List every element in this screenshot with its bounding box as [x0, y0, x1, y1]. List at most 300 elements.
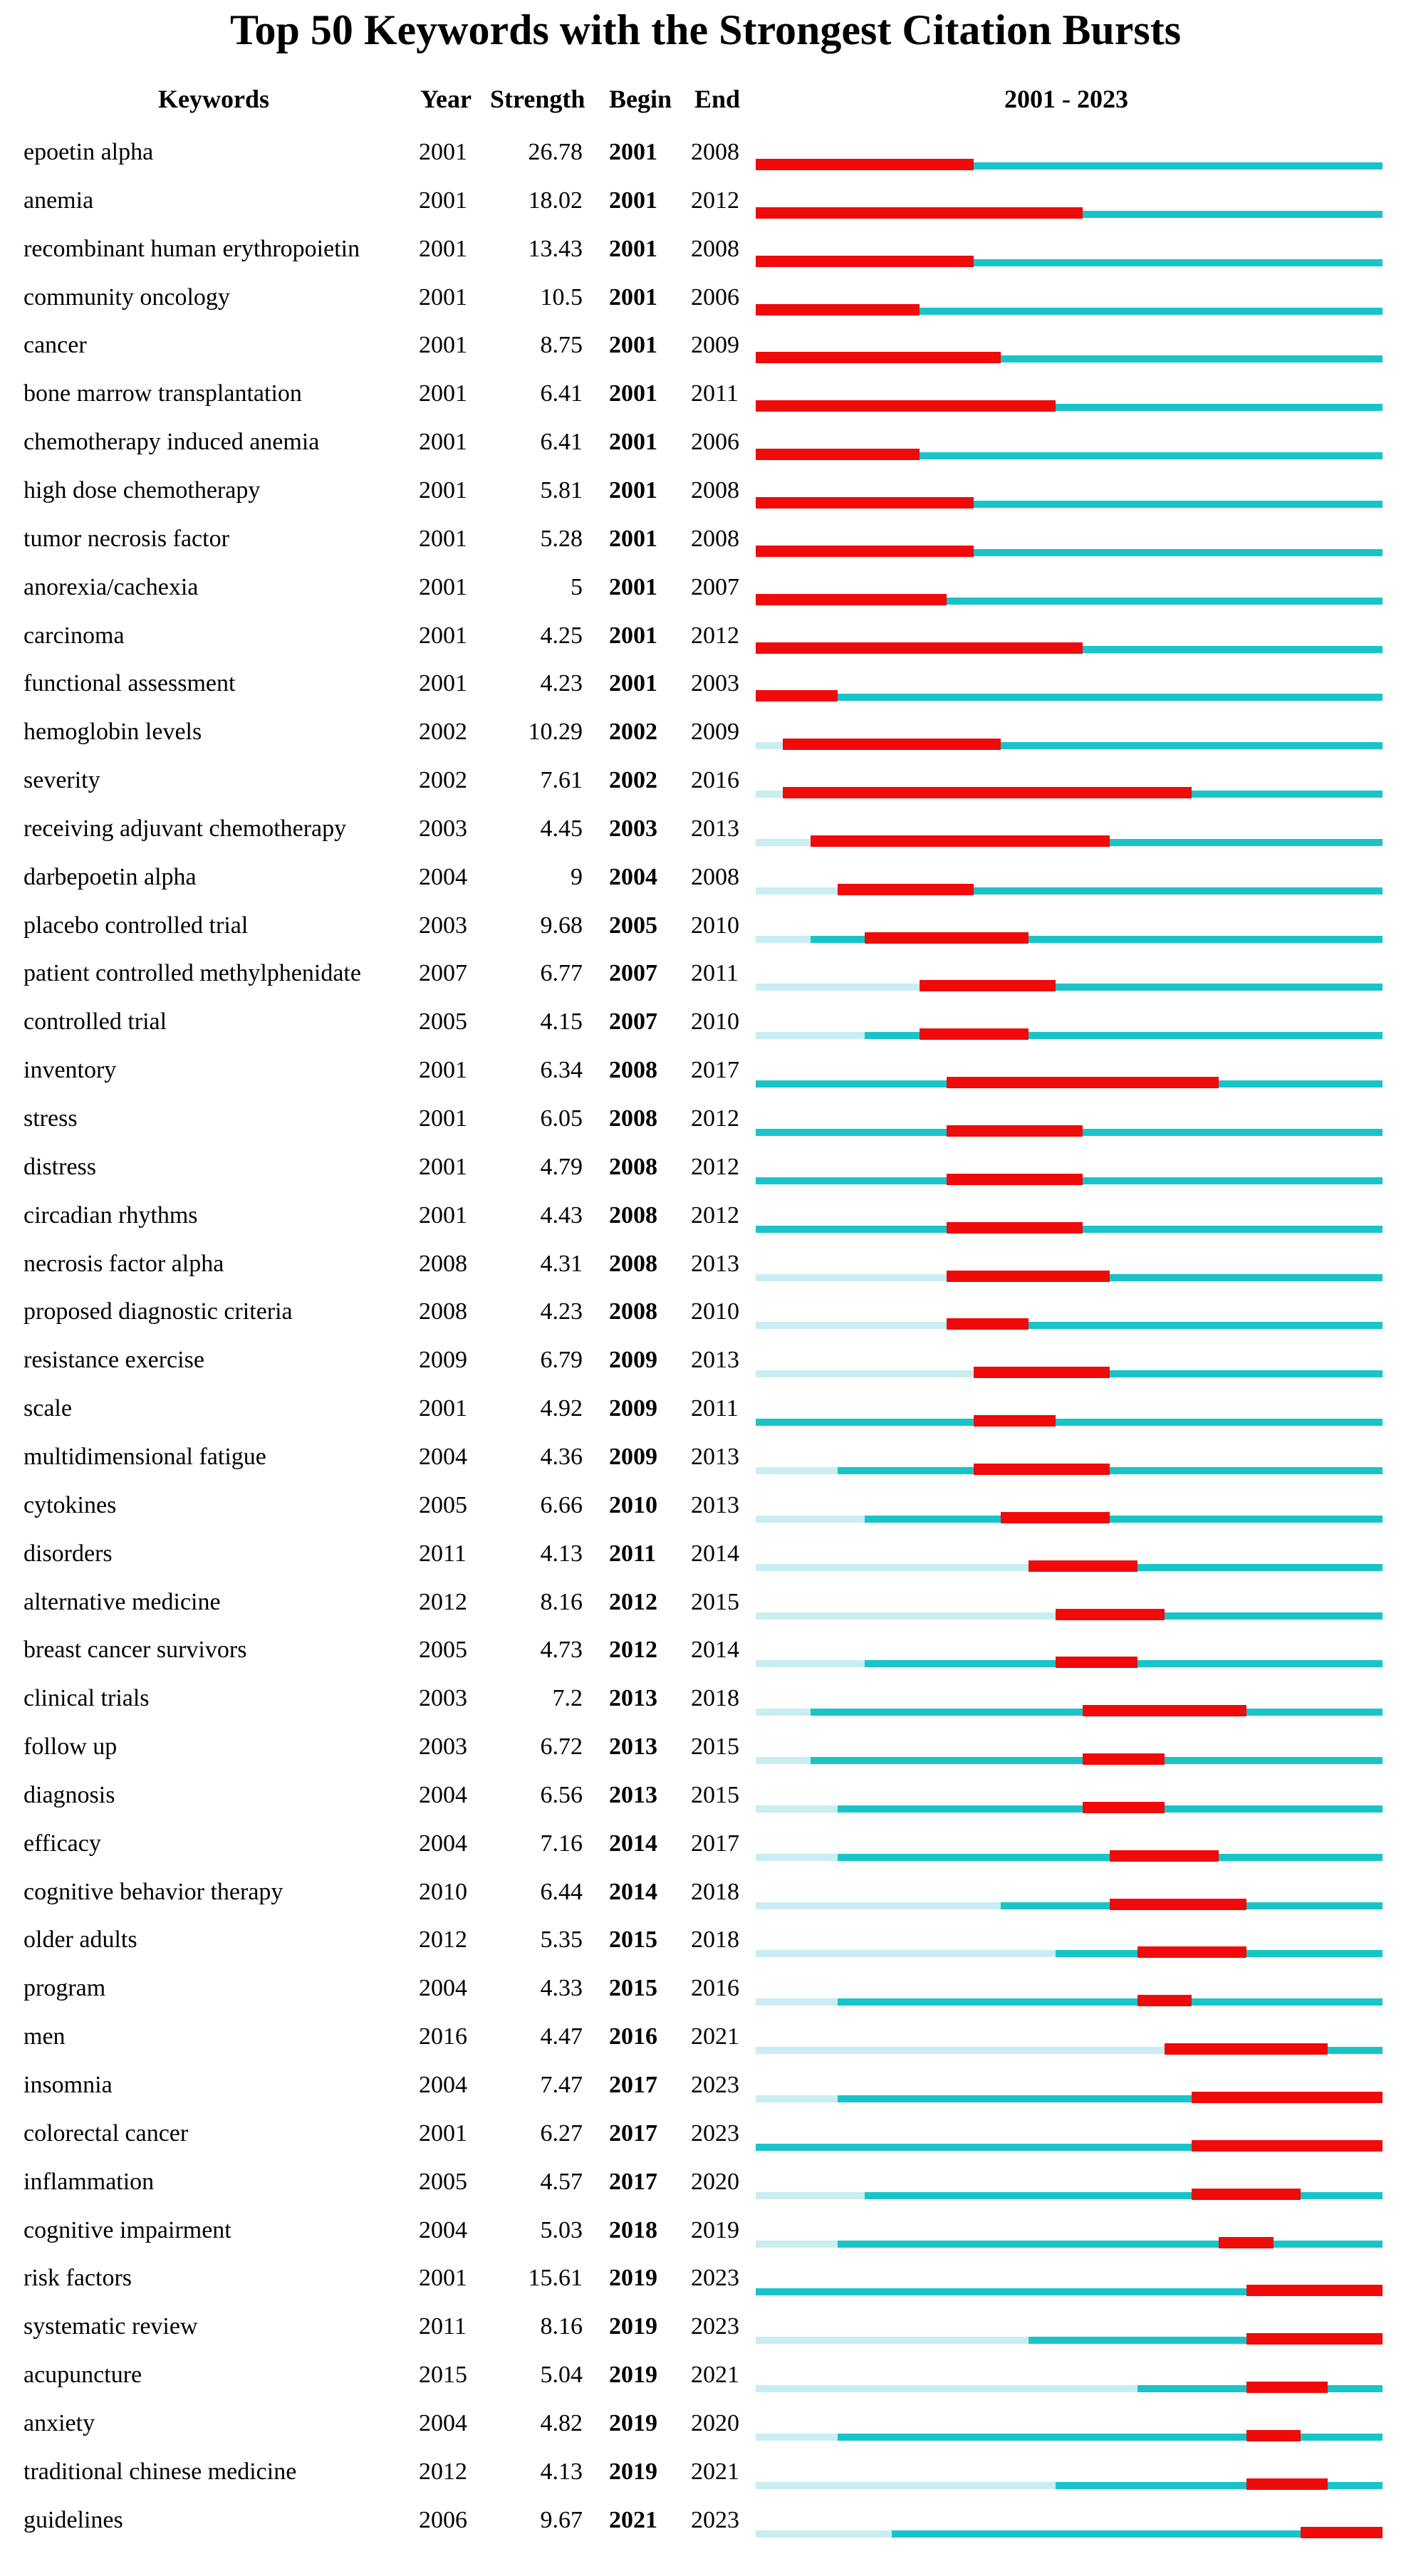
strength-value: 4.82: [540, 2409, 583, 2436]
timeline-active-segment: [838, 1467, 1383, 1474]
keyword-label: functional assessment: [24, 670, 236, 697]
burst-row: [0, 708, 1411, 756]
year-value: 2001: [419, 187, 467, 214]
timeline-active-segment: [838, 2434, 1383, 2441]
keyword-label: systematic review: [24, 2313, 198, 2340]
year-value: 2004: [419, 863, 467, 890]
burst-bar: [756, 546, 974, 557]
strength-value: 4.31: [540, 1250, 583, 1277]
burst-bar: [1083, 1802, 1165, 1813]
begin-value: 2018: [609, 2216, 657, 2243]
strength-value: 5.04: [540, 2362, 583, 2389]
burst-bar: [1110, 1850, 1219, 1862]
timeline-pre-segment: [756, 887, 838, 895]
timeline-pre-segment: [756, 2047, 1165, 2054]
begin-value: 2001: [609, 235, 657, 262]
keyword-label: distress: [24, 1153, 96, 1180]
timeline-pre-segment: [756, 1032, 865, 1039]
begin-value: 2012: [609, 1588, 657, 1615]
year-value: 2005: [419, 1637, 467, 1664]
burst-row: [0, 225, 1411, 273]
strength-value: 6.41: [540, 429, 583, 456]
strength-value: 8.75: [540, 332, 583, 359]
begin-value: 2014: [609, 1830, 657, 1857]
end-value: 2003: [691, 670, 739, 697]
burst-bar: [1246, 2382, 1328, 2393]
burst-bar: [1246, 2478, 1328, 2490]
burst-bar: [1246, 2285, 1383, 2296]
burst-row: [0, 466, 1411, 515]
burst-bar: [1137, 1946, 1246, 1958]
year-value: 2001: [419, 476, 467, 504]
strength-value: 10.29: [528, 719, 583, 746]
year-value: 2001: [419, 332, 467, 359]
timeline-active-segment: [756, 1419, 1383, 1426]
year-value: 2015: [419, 2362, 467, 2389]
year-value: 2001: [419, 670, 467, 697]
burst-row: [0, 370, 1411, 418]
year-value: 2001: [419, 1153, 467, 1180]
burst-bar: [756, 304, 920, 316]
keyword-label: carcinoma: [24, 622, 125, 649]
keyword-label: chemotherapy induced anemia: [24, 429, 320, 456]
year-value: 2004: [419, 1830, 467, 1857]
timeline-pre-segment: [756, 2337, 1029, 2344]
burst-row: [0, 1095, 1411, 1143]
year-value: 2003: [419, 912, 467, 939]
strength-value: 4.57: [540, 2168, 583, 2195]
year-value: 2007: [419, 960, 467, 987]
end-value: 2015: [691, 1588, 739, 1615]
year-value: 2001: [419, 1105, 467, 1132]
strength-value: 4.45: [540, 815, 583, 842]
begin-value: 2021: [609, 2506, 657, 2533]
end-value: 2008: [691, 863, 739, 890]
begin-value: 2002: [609, 719, 657, 746]
strength-value: 10.5: [540, 283, 583, 311]
end-value: 2010: [691, 1298, 739, 1325]
strength-value: 4.13: [540, 2458, 583, 2485]
keyword-label: cancer: [24, 332, 87, 359]
burst-bar: [1001, 1512, 1110, 1523]
year-value: 2016: [419, 2023, 467, 2050]
year-value: 2009: [419, 1347, 467, 1374]
keyword-label: cytokines: [24, 1491, 117, 1518]
begin-value: 2013: [609, 1733, 657, 1761]
end-value: 2008: [691, 525, 739, 552]
burst-row: [0, 902, 1411, 950]
keyword-label: cognitive impairment: [24, 2216, 231, 2243]
strength-value: 5.28: [540, 525, 583, 552]
strength-value: 26.78: [528, 139, 583, 165]
strength-value: 6.72: [540, 1733, 583, 1761]
begin-value: 2001: [609, 670, 657, 697]
timeline-pre-segment: [756, 1612, 1056, 1620]
keyword-label: hemoglobin levels: [24, 719, 202, 746]
timeline-pre-segment: [756, 2385, 1137, 2392]
chart-title: Top 50 Keywords with the Strongest Citation Bursts: [229, 6, 1182, 53]
end-value: 2017: [691, 1057, 739, 1084]
strength-value: 7.2: [552, 1685, 583, 1712]
end-value: 2020: [691, 2409, 739, 2436]
strength-value: 4.15: [540, 1008, 583, 1036]
begin-value: 2015: [609, 1975, 657, 2002]
begin-value: 2015: [609, 1926, 657, 1954]
end-value: 2011: [691, 960, 739, 987]
begin-value: 2001: [609, 525, 657, 552]
end-value: 2014: [691, 1540, 739, 1567]
end-value: 2013: [691, 1443, 739, 1470]
burst-bar: [974, 1415, 1056, 1427]
begin-value: 2007: [609, 960, 657, 987]
strength-value: 7.47: [540, 2072, 583, 2098]
end-value: 2018: [691, 1685, 739, 1712]
strength-value: 8.16: [540, 1588, 583, 1615]
burst-row: [0, 2351, 1411, 2399]
begin-value: 2011: [609, 1540, 657, 1567]
keyword-label: controlled trial: [24, 1008, 167, 1036]
end-value: 2008: [691, 476, 739, 504]
strength-value: 9: [571, 863, 583, 890]
begin-value: 2013: [609, 1685, 657, 1712]
burst-row: [0, 2158, 1411, 2206]
burst-row: [0, 1046, 1411, 1095]
header-year-range: 2001 - 2023: [1004, 85, 1128, 113]
end-value: 2006: [691, 429, 739, 456]
burst-row: [0, 805, 1411, 853]
year-value: 2008: [419, 1250, 467, 1277]
timeline-pre-segment: [756, 1516, 865, 1523]
burst-row: [0, 1820, 1411, 1868]
end-value: 2012: [691, 1105, 739, 1132]
burst-row: [0, 2496, 1411, 2545]
strength-value: 8.16: [540, 2313, 583, 2340]
year-value: 2003: [419, 815, 467, 842]
keyword-label: severity: [24, 767, 100, 794]
burst-bar: [1301, 2527, 1383, 2538]
end-value: 2007: [691, 573, 739, 600]
burst-bar: [947, 1125, 1083, 1137]
burst-row: [0, 2110, 1411, 2158]
keyword-label: risk factors: [24, 2265, 132, 2292]
keyword-label: necrosis factor alpha: [24, 1250, 224, 1277]
burst-row: [0, 756, 1411, 805]
keyword-label: insomnia: [24, 2072, 113, 2098]
begin-value: 2008: [609, 1105, 657, 1132]
burst-row: [0, 1530, 1411, 1578]
keyword-label: tumor necrosis factor: [24, 525, 229, 552]
end-value: 2010: [691, 912, 739, 939]
end-value: 2020: [691, 2168, 739, 2195]
end-value: 2013: [691, 815, 739, 842]
year-value: 2001: [419, 283, 467, 311]
burst-bar: [1246, 2430, 1301, 2441]
burst-bar: [947, 1222, 1083, 1234]
begin-value: 2008: [609, 1298, 657, 1325]
burst-bar: [756, 159, 974, 170]
year-value: 2001: [419, 429, 467, 456]
timeline-active-segment: [838, 2241, 1383, 2248]
end-value: 2012: [691, 187, 739, 214]
strength-value: 18.02: [528, 187, 583, 214]
header-year: Year: [420, 85, 472, 113]
year-value: 2006: [419, 2506, 467, 2533]
keyword-label: circadian rhythms: [24, 1201, 198, 1229]
burst-bar: [756, 690, 838, 702]
strength-value: 9.67: [540, 2506, 583, 2533]
strength-value: 4.36: [540, 1443, 583, 1470]
begin-value: 2014: [609, 1878, 657, 1905]
end-value: 2023: [691, 2119, 739, 2147]
strength-value: 15.61: [528, 2265, 583, 2292]
year-value: 2005: [419, 1008, 467, 1036]
end-value: 2012: [691, 622, 739, 649]
timeline-pre-segment: [756, 1274, 947, 1281]
year-value: 2001: [419, 573, 467, 600]
begin-value: 2001: [609, 332, 657, 359]
end-value: 2023: [691, 2313, 739, 2340]
timeline-pre-segment: [756, 1709, 811, 1716]
year-value: 2001: [419, 525, 467, 552]
burst-bar: [756, 449, 920, 460]
burst-row: [0, 563, 1411, 612]
end-value: 2021: [691, 2362, 739, 2389]
keyword-label: diagnosis: [24, 1781, 115, 1808]
keyword-label: scale: [24, 1395, 72, 1422]
timeline-pre-segment: [756, 936, 811, 943]
timeline-pre-segment: [756, 1805, 838, 1813]
keyword-label: traditional chinese medicine: [24, 2458, 297, 2485]
year-value: 2001: [419, 1201, 467, 1229]
year-value: 2001: [419, 139, 467, 165]
burst-bar: [1110, 1899, 1246, 1910]
burst-row: [0, 2013, 1411, 2061]
burst-row: [0, 1433, 1411, 1481]
strength-value: 13.43: [528, 235, 583, 262]
year-value: 2011: [419, 2313, 467, 2340]
year-value: 2004: [419, 1443, 467, 1470]
timeline-pre-segment: [756, 791, 783, 798]
timeline-active-segment: [838, 1998, 1383, 2006]
keyword-label: receiving adjuvant chemotherapy: [24, 815, 347, 842]
burst-row: [0, 2303, 1411, 2351]
strength-value: 4.23: [540, 670, 583, 697]
end-value: 2013: [691, 1347, 739, 1374]
burst-bar: [974, 1367, 1110, 1378]
burst-bar: [865, 932, 1029, 944]
begin-value: 2010: [609, 1491, 657, 1518]
strength-value: 7.16: [540, 1830, 583, 1857]
end-value: 2013: [691, 1491, 739, 1518]
year-value: 2012: [419, 1926, 467, 1954]
year-value: 2012: [419, 1588, 467, 1615]
timeline-pre-segment: [756, 839, 811, 846]
timeline-pre-segment: [756, 2482, 1056, 2489]
begin-value: 2008: [609, 1250, 657, 1277]
end-value: 2009: [691, 719, 739, 746]
strength-value: 7.61: [540, 767, 583, 794]
burst-row: [0, 1723, 1411, 1771]
keyword-label: cognitive behavior therapy: [24, 1878, 283, 1905]
burst-bar: [756, 256, 974, 267]
strength-value: 4.13: [540, 1540, 583, 1567]
year-value: 2001: [419, 2119, 467, 2147]
timeline-pre-segment: [756, 742, 783, 749]
begin-value: 2008: [609, 1201, 657, 1229]
burst-bar: [1192, 2140, 1383, 2152]
year-value: 2012: [419, 2458, 467, 2485]
keyword-label: breast cancer survivors: [24, 1637, 247, 1664]
timeline-pre-segment: [756, 1998, 838, 2006]
year-value: 2010: [419, 1878, 467, 1905]
end-value: 2011: [691, 1395, 739, 1422]
end-value: 2008: [691, 139, 739, 165]
timeline-pre-segment: [756, 2192, 865, 2199]
strength-value: 6.56: [540, 1781, 583, 1808]
keyword-label: clinical trials: [24, 1685, 150, 1712]
keyword-label: colorectal cancer: [24, 2119, 189, 2147]
end-value: 2006: [691, 283, 739, 311]
header-end: End: [694, 85, 741, 113]
keyword-label: program: [24, 1975, 106, 2002]
begin-value: 2001: [609, 622, 657, 649]
strength-value: 4.25: [540, 622, 583, 649]
begin-value: 2007: [609, 1008, 657, 1036]
year-value: 2002: [419, 767, 467, 794]
begin-value: 2012: [609, 1637, 657, 1664]
burst-bar: [1056, 1609, 1165, 1620]
strength-value: 4.47: [540, 2023, 583, 2050]
burst-row: [0, 1771, 1411, 1820]
year-value: 2003: [419, 1733, 467, 1761]
begin-value: 2019: [609, 2458, 657, 2485]
year-value: 2001: [419, 1395, 467, 1422]
keyword-label: multidimensional fatigue: [24, 1443, 266, 1470]
keyword-label: darbepoetin alpha: [24, 863, 197, 890]
strength-value: 5.03: [540, 2216, 583, 2243]
header-strength: Strength: [490, 85, 585, 113]
burst-row: [0, 1336, 1411, 1385]
burst-row: [0, 612, 1411, 660]
burst-bar: [811, 835, 1110, 847]
timeline-pre-segment: [756, 1902, 1001, 1909]
burst-bar: [756, 400, 1056, 412]
end-value: 2014: [691, 1637, 739, 1664]
year-value: 2008: [419, 1298, 467, 1325]
strength-value: 4.23: [540, 1298, 583, 1325]
burst-row: [0, 1288, 1411, 1336]
strength-value: 6.41: [540, 380, 583, 407]
begin-value: 2003: [609, 815, 657, 842]
burst-row: [0, 321, 1411, 370]
burst-row: [0, 949, 1411, 998]
year-value: 2011: [419, 1540, 467, 1567]
keyword-label: stress: [24, 1105, 78, 1132]
begin-value: 2017: [609, 2168, 657, 2195]
begin-value: 2019: [609, 2265, 657, 2292]
burst-bar: [1192, 2189, 1301, 2200]
burst-bar: [974, 1464, 1110, 1475]
end-value: 2021: [691, 2458, 739, 2485]
burst-row: [0, 1964, 1411, 2013]
burst-bar: [1029, 1560, 1137, 1572]
end-value: 2012: [691, 1201, 739, 1229]
begin-value: 2001: [609, 476, 657, 504]
keyword-label: older adults: [24, 1926, 137, 1954]
burst-bar: [1083, 1753, 1165, 1765]
burst-row: [0, 1674, 1411, 1723]
keyword-label: acupuncture: [24, 2362, 142, 2389]
year-value: 2004: [419, 1975, 467, 2002]
keyword-label: patient controlled methylphenidate: [24, 960, 361, 987]
burst-bar: [783, 787, 1192, 798]
burst-row: [0, 177, 1411, 225]
year-value: 2001: [419, 235, 467, 262]
begin-value: 2019: [609, 2409, 657, 2436]
burst-row: [0, 1868, 1411, 1917]
burst-row: [0, 515, 1411, 563]
burst-bar: [756, 642, 1083, 654]
end-value: 2010: [691, 1008, 739, 1036]
burst-row: [0, 1143, 1411, 1191]
end-value: 2023: [691, 2506, 739, 2533]
keyword-label: placebo controlled trial: [24, 912, 249, 939]
timeline-pre-segment: [756, 1322, 947, 1329]
end-value: 2016: [691, 1975, 739, 2002]
timeline-pre-segment: [756, 1950, 1056, 1957]
burst-bar: [756, 207, 1083, 219]
keyword-label: anorexia/cachexia: [24, 573, 199, 600]
burst-bar: [947, 1077, 1219, 1088]
timeline-active-segment: [865, 1516, 1383, 1523]
begin-value: 2004: [609, 863, 657, 890]
year-value: 2004: [419, 2072, 467, 2098]
end-value: 2015: [691, 1733, 739, 1761]
timeline-pre-segment: [756, 1757, 811, 1764]
keyword-label: inflammation: [24, 2168, 155, 2195]
burst-row: [0, 2061, 1411, 2110]
keyword-label: community oncology: [24, 283, 230, 311]
year-value: 2004: [419, 2409, 467, 2436]
end-value: 2018: [691, 1878, 739, 1905]
strength-value: 5: [571, 573, 583, 600]
timeline-pre-segment: [756, 984, 920, 991]
end-value: 2008: [691, 235, 739, 262]
burst-bar: [756, 352, 1001, 363]
keyword-label: alternative medicine: [24, 1588, 221, 1615]
keyword-label: efficacy: [24, 1830, 101, 1857]
end-value: 2021: [691, 2023, 739, 2050]
begin-value: 2019: [609, 2362, 657, 2389]
begin-value: 2019: [609, 2313, 657, 2340]
burst-row: [0, 1240, 1411, 1288]
timeline-pre-segment: [756, 1564, 1029, 1571]
end-value: 2018: [691, 1926, 739, 1954]
end-value: 2023: [691, 2072, 739, 2098]
timeline-active-segment: [865, 2192, 1383, 2199]
burst-row: [0, 1578, 1411, 1627]
strength-value: 9.68: [540, 912, 583, 939]
burst-bar: [838, 884, 974, 895]
burst-bar: [783, 739, 1001, 750]
burst-bar: [1056, 1657, 1137, 1668]
burst-row: [0, 1191, 1411, 1240]
year-value: 2005: [419, 1491, 467, 1518]
timeline-pre-segment: [756, 2434, 838, 2441]
begin-value: 2008: [609, 1153, 657, 1180]
strength-value: 5.35: [540, 1926, 583, 1954]
keyword-label: high dose chemotherapy: [24, 476, 261, 504]
